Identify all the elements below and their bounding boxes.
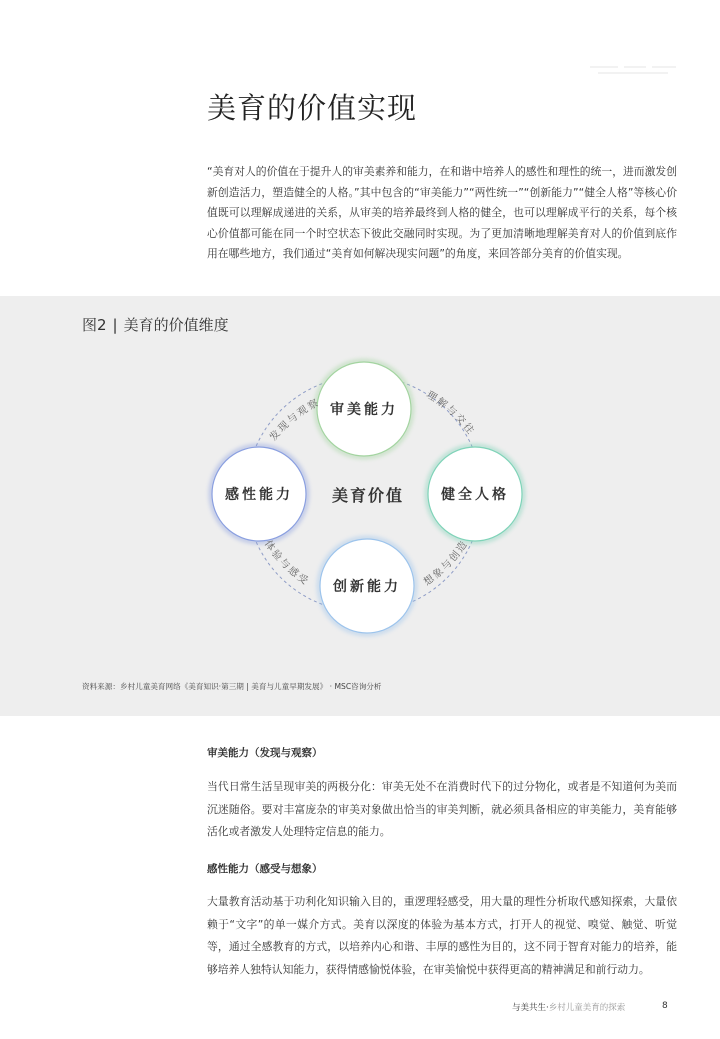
page-title: 美育的价值实现 <box>207 91 418 125</box>
center-label: 美育价值 <box>331 486 405 505</box>
node-bottom-label: 创新能力 <box>333 579 401 595</box>
section-heading-aesthetic: 审美能力（发现与观察） <box>207 747 323 759</box>
figure-label: 图2 <box>82 316 107 334</box>
footer-subtitle: 乡村儿童美育的探索 <box>548 1003 626 1013</box>
svg-text:体验与感受 <box>262 538 312 588</box>
intro-paragraph: “美育对人的价值在于提升人的审美素养和能力，在和谐中培养人的感性和理性的统一，进而激发创新创造活力，塑造健全的人格。”其中包含的“审美能力”“两性统一”“创新能力”“健全人格”等核心价值既可以理解成递进的关系，从审美的培养最终到人格的健全，也可以理解成平行的关系，每个核心价值都可能在同一个时空状态下彼此交融同时实现。为了更加清晰地理解美育对人的价值到底作用在哪些地方，我们通过“美育如何解决现实问题”的角度，来回答部分美育的价值实现。 <box>207 165 677 260</box>
arc-label-bottom-left: 体验与感受 <box>261 538 312 589</box>
figure-title-text: 美育的价值维度 <box>123 316 229 334</box>
arc-label-top-left: 发现与观察 <box>267 396 323 444</box>
page-footer <box>512 1001 625 1013</box>
node-top-label: 审美能力 <box>330 402 398 418</box>
value-dimension-diagram <box>190 346 535 646</box>
svg-text:发现与观察 <box>266 395 322 443</box>
header-decorative-mark <box>590 62 680 78</box>
figure-title <box>82 314 229 335</box>
figure-panel <box>0 296 720 716</box>
footer-brand: 与美共生 <box>512 1003 547 1013</box>
node-left-label: 感性能力 <box>225 487 293 503</box>
section-heading-perceptual: 感性能力（感受与想象） <box>207 863 323 875</box>
section-body-perceptual: 大量教育活动基于功利化知识输入目的，重逻理轻感受，用大量的理性分析取代感知探索，大量依赖于“文字”的单一媒介方式。美育以深度的体验为基本方式，打开人的视觉、嗅觉、触觉、听觉等，通过全感教育的方式，以培养内心和谐、丰厚的感性为目的，这不同于智育对能力的培养，能够培养人独特认知能力，获得情感愉悦体验，在审美愉悦中获得更高的精神满足和前行动力。 <box>207 895 677 976</box>
svg-text:想象与创造 <box>421 537 471 588</box>
figure-title-separator: | <box>112 316 118 334</box>
figure-source-note: 资料来源：乡村儿童美育网络《美育知识·第三期 | 美育与儿童早期发展》 · MSC咨询分析 <box>82 682 382 691</box>
svg-text:理解与交往 <box>424 389 477 438</box>
page-number: 8 <box>662 1001 668 1011</box>
section-body-aesthetic: 当代日常生活呈现审美的两极分化：审美无处不在消费时代下的过分物化，或者是不知道何为美而沉迷随俗。要对丰富庞杂的审美对象做出恰当的审美判断，就必须具备相应的审美能力，美育能够活化或者激发人处理特定信息的能力。 <box>207 780 677 838</box>
node-right-label: 健全人格 <box>441 487 509 503</box>
footer-dot: · <box>546 1003 549 1013</box>
arc-label-bottom-right: 想象与创造 <box>421 538 471 589</box>
arc-label-top-right: 理解与交往 <box>424 389 477 438</box>
